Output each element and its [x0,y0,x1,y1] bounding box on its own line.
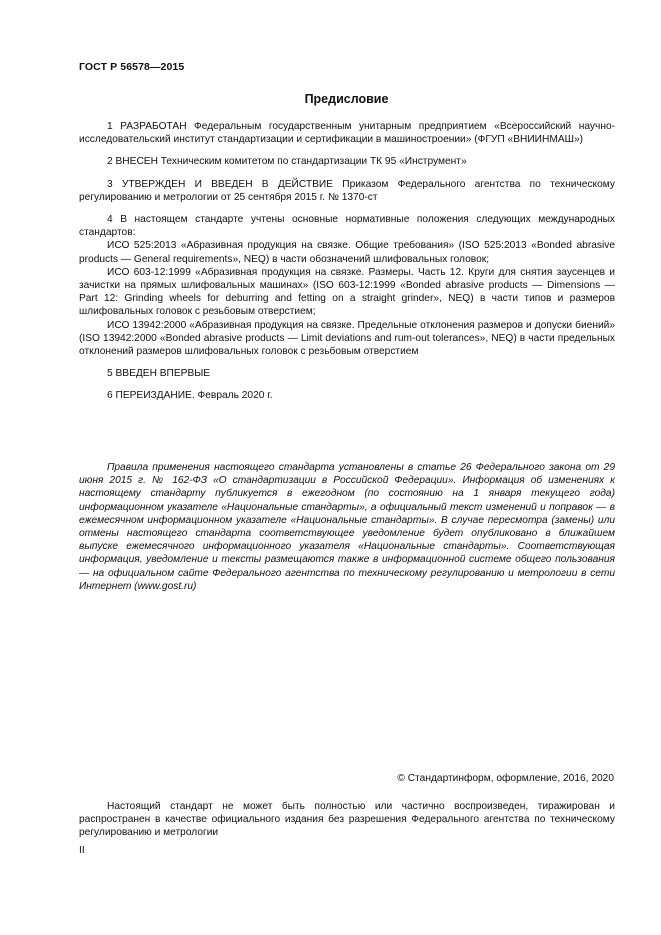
section-3: 3 УТВЕРЖДЕН И ВВЕДЕН В ДЕЙСТВИЕ Приказом Федерального агентства по техническому регулированию и метрологии от 25 сентября 2015 г. № 1370-ст [79,178,615,203]
copyright-line: © Стандартинформ, оформление, 2016, 2020 [397,773,614,784]
page-number: II [79,845,85,856]
foreword-body [79,120,615,403]
standard-ref-iso-603: ИСО 603-12:1999 «Абразивная продукция на связке. Размеры. Часть 12. Круги для снятия заусенцев и зачистки на прямых шлифовальных машинах» (ISO 603-12:1999 «Bonded abrasive products — Dimensions — Part 12: Grinding wheels for deburring and fetting on a straight grinder», NEQ) в части типов и размеров шлифовальных головок с резьбовым отверстием; [79,266,615,318]
section-4: 4 В настоящем стандарте учтены основные нормативные положения следующих международных стандартов: [79,214,615,239]
section-1: 1 РАЗРАБОТАН Федеральным государственным унитарным предприятием «Всероссийский научно-исследовательский институт стандартизации и сертификации в машиностроении» (ФГУП «ВНИИНМАШ») [79,121,615,146]
standard-ref-iso-525: ИСО 525:2013 «Абразивная продукция на связке. Общие требования» (ISO 525:2013 «Bonded abrasive products — General requirements», NEQ) в части обозначений шлифовальных головок; [79,240,615,265]
document-id: ГОСТ Р 56578—2015 [79,61,185,73]
section-6: 6 ПЕРЕИЗДАНИЕ. Февраль 2020 г. [107,390,273,402]
page-title: Предисловие [304,92,389,106]
standard-ref-iso-13942: ИСО 13942:2000 «Абразивная продукция на связке. Предельные отклонения размеров и допуски биений» (ISO 13942:2000 «Bonded abrasive products — Limit deviations and rum-out tolerances», NEQ) в части предельных отклонений размеров шлифовальных головок с резьбовым отверстием [79,319,615,358]
section-2: 2 ВНЕСЕН Техническим комитетом по стандартизации ТК 95 «Инструмент» [107,156,467,168]
reproduction-notice: Настоящий стандарт не может быть полностью или частично воспроизведен, тиражирован и распространен в качестве официального издания без разрешения Федерального агентства по техническому регулированию и метрологии [79,801,615,839]
application-rules-note: Правила применения настоящего стандарта установлены в статье 26 Федерального закона от 29 июня 2015 г. № 162-ФЗ «О стандартизации в Российской Федерации». Информация об изменениях к настоящему стандарту публикуется в ежегодном (по состоянию на 1 января текущего года) информационном указателе «Национальные стандарты», а официальный текст изменений и поправок — в ежемесячном информационном указателе «Национальные стандарты». В случае пересмотра (замены) или отмены настоящего стандарта соответствующее уведомление будет опубликовано в ближайшем выпуске ежемесячного информационного указателя «Национальные стандарты». Соответствующая информация, уведомление и тексты размещаются также в информационной системе общего пользования — на официальном сайте Федерального агентства по техническому регулированию и метрологии в сети Интернет (www.gost.ru) [79,462,615,592]
section-5: 5 ВВЕДЕН ВПЕРВЫЕ [107,368,211,380]
